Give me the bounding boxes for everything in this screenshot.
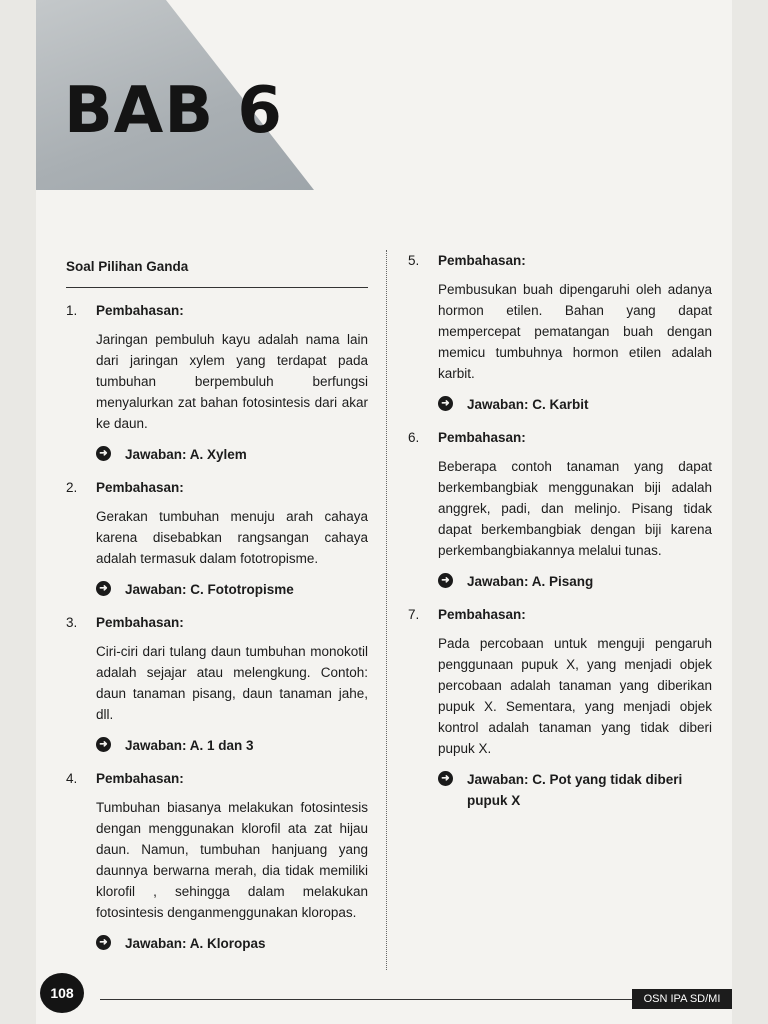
item-number: 6. <box>408 430 420 445</box>
answer-line <box>438 769 712 811</box>
explanation-item-6 <box>408 427 712 592</box>
item-heading: Pembahasan: <box>438 607 526 622</box>
answer-text: Jawaban: A. Kloropas <box>125 936 266 951</box>
arrow-circle-icon: ➜ <box>96 935 111 950</box>
item-heading: Pembahasan: <box>96 480 184 495</box>
item-heading: Pembahasan: <box>96 303 184 318</box>
item-text: Jaringan pembuluh kayu adalah nama lain dari jaringan xylem yang terdapat pada tumbuhan berpembuluh berfungsi menyalurkan zat bahan fotosintesis dari akar ke daun. <box>96 332 368 431</box>
item-heading: Pembahasan: <box>96 615 184 630</box>
left-column <box>66 256 368 966</box>
item-text: Pembusukan buah dipengaruhi oleh adanya hormon etilen. Bahan yang dapat mempercepat pematangan buah dengan memicu tumbuhnya hormon etilen adalah karbit. <box>438 282 712 381</box>
answer-line <box>96 579 368 600</box>
explanation-item-1 <box>66 300 368 465</box>
item-number: 1. <box>66 303 78 318</box>
footer-label: OSN IPA SD/MI <box>632 989 732 1009</box>
section-title: Soal Pilihan Ganda <box>66 256 368 288</box>
item-number: 3. <box>66 615 78 630</box>
item-number: 4. <box>66 771 78 786</box>
arrow-circle-icon: ➜ <box>438 396 453 411</box>
answer-text: Jawaban: C. Karbit <box>467 397 589 412</box>
chapter-title: BAB 6 <box>64 74 283 148</box>
item-heading: Pembahasan: <box>96 771 184 786</box>
item-number: 7. <box>408 607 420 622</box>
explanation-item-3 <box>66 612 368 756</box>
explanation-item-2 <box>66 477 368 600</box>
arrow-circle-icon: ➜ <box>96 737 111 752</box>
item-text: Gerakan tumbuhan menuju arah cahaya karena disebabkan rangsangan cahaya adalah termasuk dalam fototropisme. <box>96 509 368 566</box>
answer-text: Jawaban: A. Xylem <box>125 447 247 462</box>
footer-rule <box>100 999 632 1000</box>
answer-line <box>438 394 712 415</box>
item-text: Ciri-ciri dari tulang daun tumbuhan monokotil adalah sejajar atau melengkung. Contoh: daun tanaman pisang, daun tanaman jahe, dll. <box>96 644 368 722</box>
answer-text: Jawaban: C. Fototropisme <box>125 582 294 597</box>
explanation-item-4 <box>66 768 368 954</box>
item-number: 5. <box>408 253 420 268</box>
item-heading: Pembahasan: <box>438 253 526 268</box>
page-number-badge: 108 <box>40 973 84 1013</box>
item-text: Beberapa contoh tanaman yang dapat berkembangbiak menggunakan biji adalah anggrek, padi, dan melinjo. Pisang tidak dapat berkembangbiak dengan biji karena perkembangbiakannya melalui tunas. <box>438 459 712 558</box>
answer-line <box>438 571 712 592</box>
arrow-circle-icon: ➜ <box>438 771 453 786</box>
arrow-circle-icon: ➜ <box>438 573 453 588</box>
answer-line <box>96 933 368 954</box>
item-heading: Pembahasan: <box>438 430 526 445</box>
answer-text: Jawaban: C. Pot yang tidak diberi pupuk X <box>467 772 683 808</box>
answer-line <box>96 735 368 756</box>
arrow-circle-icon: ➜ <box>96 446 111 461</box>
item-text: Tumbuhan biasanya melakukan fotosintesis dengan menggunakan klorofil ata zat hijau daun. Namun, tumbuhan hanjuang yang daunnya berwarna merah, dia tidak memiliki klorofil , sehingga dalam melakukan fotosintesis denganmenggunakan kloropas. <box>96 800 368 920</box>
right-column <box>408 250 712 823</box>
column-divider <box>386 250 387 970</box>
item-number: 2. <box>66 480 78 495</box>
explanation-item-7 <box>408 604 712 811</box>
explanation-item-5 <box>408 250 712 415</box>
answer-text: Jawaban: A. 1 dan 3 <box>125 738 254 753</box>
answer-text: Jawaban: A. Pisang <box>467 574 594 589</box>
answer-line <box>96 444 368 465</box>
item-text: Pada percobaan untuk menguji pengaruh penggunaan pupuk X, yang menjadi objek percobaan adalah tanaman yang diberikan pupuk X. Sementara, yang menjadi objek kontrol adalah tanaman yang tidak diberi pupuk X. <box>438 636 712 756</box>
arrow-circle-icon: ➜ <box>96 581 111 596</box>
